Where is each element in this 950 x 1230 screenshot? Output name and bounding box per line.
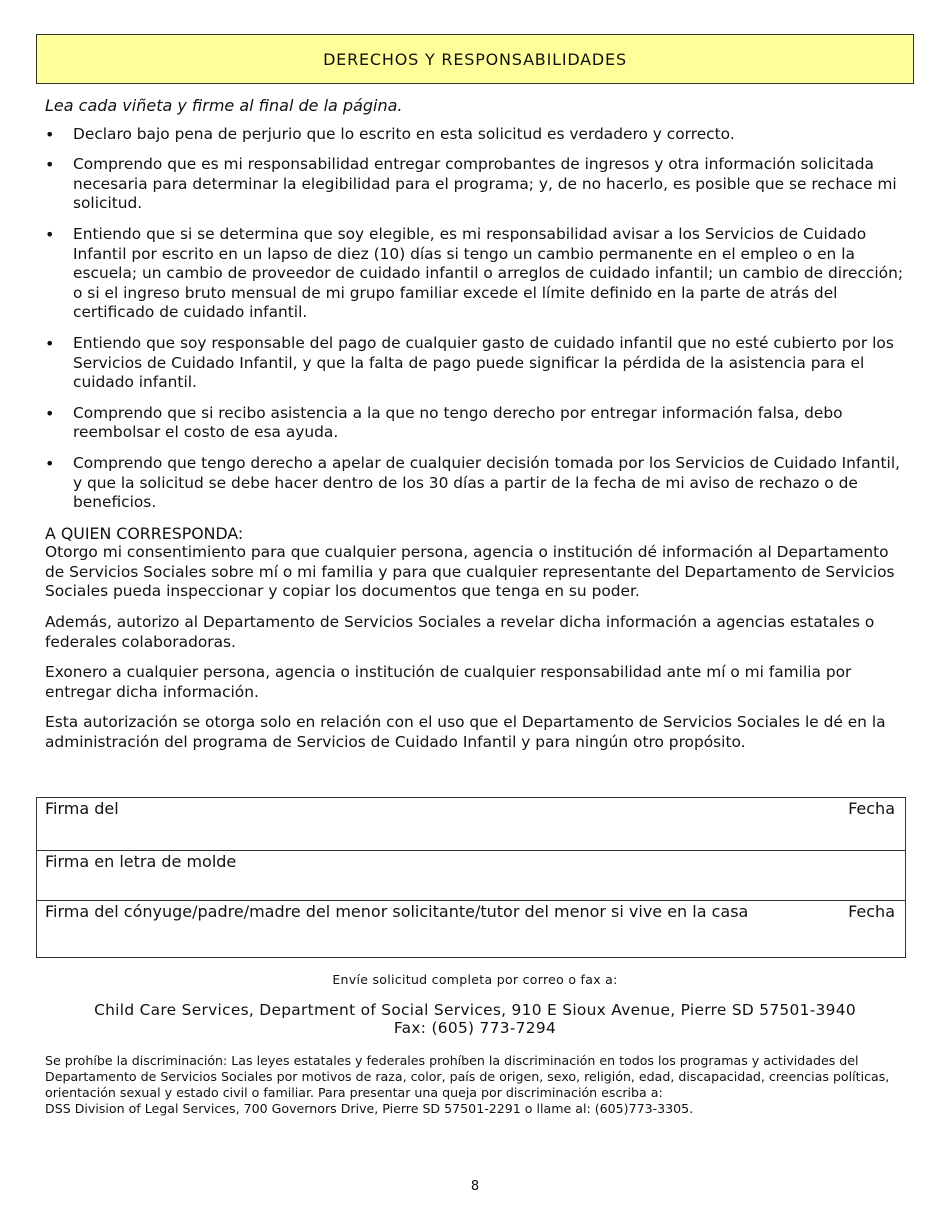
bullet-icon: •	[45, 124, 55, 144]
spouse-signature-field[interactable]	[37, 901, 905, 957]
page-number: 8	[470, 1179, 480, 1194]
address-line: Child Care Services, Department of Social Services, 910 E Sioux Avenue, Pierre SD 57501-3940	[94, 1001, 856, 1019]
bullet-icon: •	[45, 155, 55, 175]
notice-text: Se prohíbe la discriminación: Las leyes estatales y federales prohíben la discriminación en todos los programas y actividades del Departamento de Servicios Sociales por motivos de raza, color, país de origen, sexo, religión, edad, discapacidad, creencias políticas, orientación sexual y estado civil o familiar. Para presentar una queja por discriminación escriba a:	[45, 1053, 890, 1100]
bullet-icon: •	[45, 403, 55, 423]
applicant-signature-label: Firma del	[45, 799, 119, 818]
spouse-signature-label: Firma del cónyuge/padre/madre del menor solicitante/tutor del menor si vive en la casa	[45, 902, 749, 921]
list-item: • Declaro bajo pena de perjurio que lo escrito en esta solicitud es verdadero y correcto.	[45, 124, 735, 144]
notice-contact: DSS Division of Legal Services, 700 Governors Drive, Pierre SD 57501-2291 o llame al: (605)773-3305.	[45, 1101, 694, 1116]
section-header	[36, 34, 914, 84]
list-item: • Entiendo que soy responsable del pago de cualquier gasto de cuidado infantil que no esté cubierto por los Servicios de Cuidado Infantil, y que la falta de pago puede significar la pérdida de la asistencia para el cuidado infantil.	[45, 333, 894, 392]
applicant-date-label: Fecha	[848, 799, 895, 818]
spouse-date-label: Fecha	[848, 902, 895, 921]
bullet-icon: •	[45, 453, 55, 473]
authorization-paragraph: Además, autorizo al Departamento de Servicios Sociales a revelar dicha información a agencias estatales o federales colaboradoras.	[45, 613, 875, 651]
printed-name-label: Firma en letra de molde	[45, 852, 237, 871]
discrimination-notice	[45, 1053, 910, 1117]
mailing-address	[0, 1001, 950, 1037]
authorization-heading: A QUIEN CORRESPONDA:	[45, 523, 244, 543]
authorization-paragraph: Esta autorización se otorga solo en relación con el uso que el Departamento de Servicios Sociales le dé en la administración del programa de Servicios de Cuidado Infantil y para ningún otro propósito.	[45, 713, 886, 752]
list-item: • Entiendo que si se determina que soy elegible, es mi responsabilidad avisar a los Servicios de Cuidado Infantil por escrito en un lapso de diez (10) días si tengo un cambio permanente en el empleo o en la escuela; un cambio de proveedor de cuidado infantil o arreglos de cuidado infantil; un cambio de dirección; o si el ingreso bruto mensual de mi grupo familiar excede el límite definido en la parte de atrás del certificado de cuidado infantil.	[45, 224, 904, 322]
bullet-icon: •	[45, 224, 55, 244]
instruction-text: Lea cada viñeta y firme al final de la página.	[45, 96, 403, 115]
fax-line: Fax: (605) 773-7294	[393, 1019, 557, 1037]
authorization-paragraph: Otorgo mi consentimiento para que cualquier persona, agencia o institución dé información al Departamento de Servicios Sociales sobre mí o mi familia y para que cualquier representante del Departamento de Servicios Sociales pueda inspeccionar y copiar los documentos que tenga en su poder.	[45, 543, 895, 601]
section-title: DERECHOS Y RESPONSABILIDADES	[323, 49, 627, 69]
signature-table	[36, 797, 906, 958]
list-item: • Comprendo que tengo derecho a apelar de cualquier decisión tomada por los Servicios de Cuidado Infantil, y que la solicitud se debe hacer dentro de los 30 días a partir de la fecha de mi aviso de rechazo o de beneficios.	[45, 453, 901, 512]
rights-list	[45, 125, 907, 513]
list-item: • Comprendo que es mi responsabilidad entregar comprobantes de ingresos y otra información solicitada necesaria para determinar la elegibilidad para el programa; y, de no hacerlo, es posible que se rechace mi solicitud.	[45, 155, 897, 213]
bullet-icon: •	[45, 333, 55, 353]
list-item: • Comprendo que si recibo asistencia a la que no tengo derecho por entregar información falsa, debo reembolsar el costo de esa ayuda.	[45, 403, 843, 442]
printed-name-field[interactable]	[37, 851, 905, 901]
rights-content	[45, 96, 907, 764]
mailing-label: Envíe solicitud completa por correo o fax a:	[332, 972, 618, 987]
authorization-paragraph: Exonero a cualquier persona, agencia o institución de cualquier responsabilidad ante mí o mi familia por entregar dicha información.	[45, 663, 852, 701]
applicant-signature-field[interactable]	[37, 798, 905, 851]
